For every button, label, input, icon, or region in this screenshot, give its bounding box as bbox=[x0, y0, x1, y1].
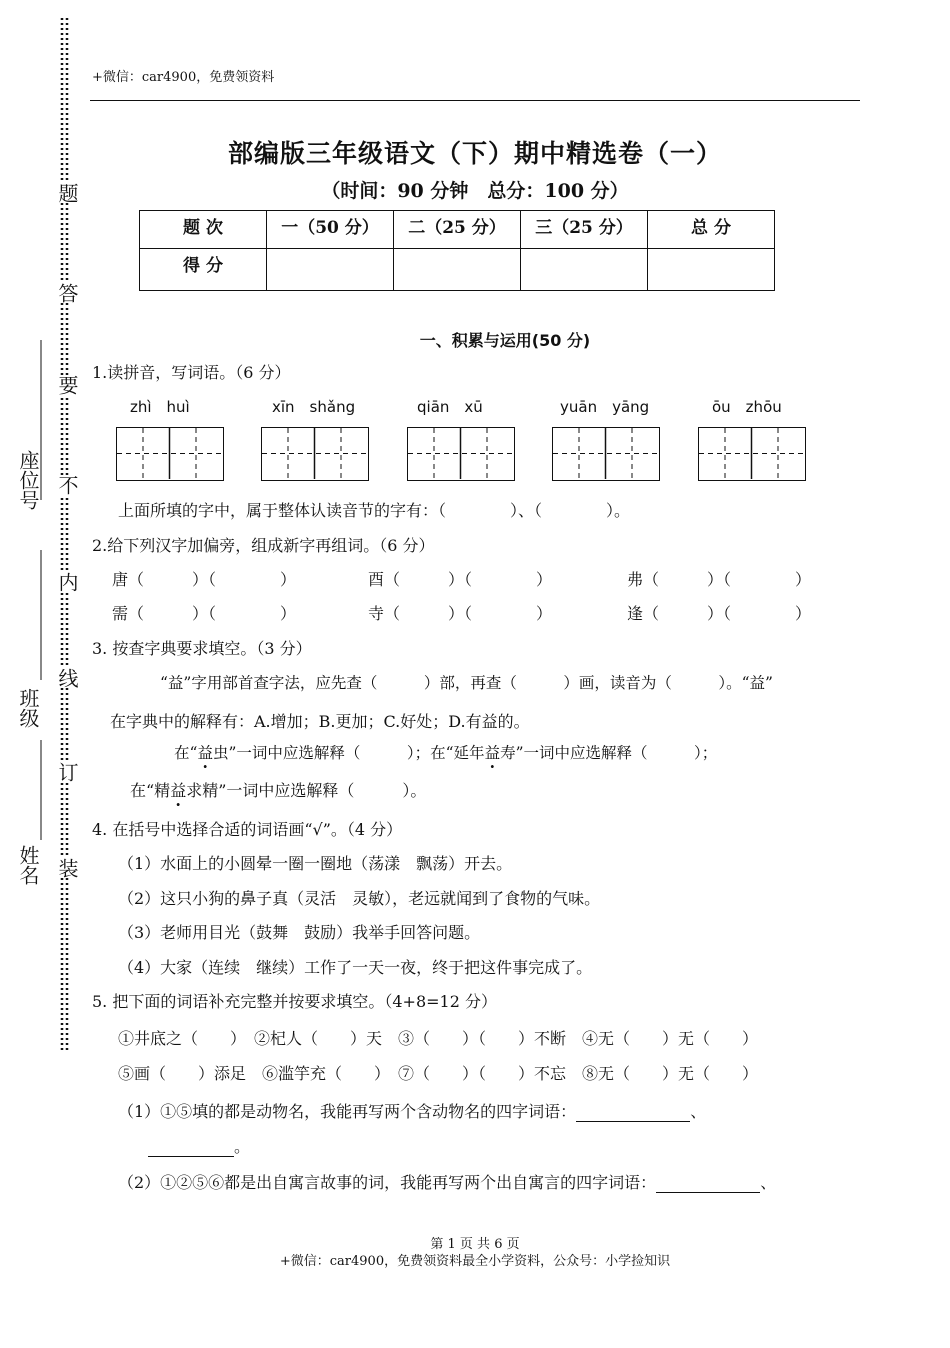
binding-char-da: 答 bbox=[53, 283, 82, 303]
q3-text: 寿”一词中应选解释（ ）； bbox=[500, 744, 718, 762]
q4-item: （2）这只小狗的鼻子真（灵活 灵敏），老远就闻到了食物的气味。 bbox=[118, 889, 601, 908]
binding-char-ti: 题 bbox=[53, 183, 82, 203]
score-input-cell[interactable] bbox=[267, 249, 394, 291]
q3-line1: “益”字用部首查字法，应先查（ ）部，再查（ ）画，读音为（ ）。“益” bbox=[160, 674, 773, 692]
binding-label-name: 姓名 bbox=[16, 845, 40, 885]
pinyin-2: xīn shǎng bbox=[272, 398, 356, 416]
q5-sub2 bbox=[118, 1170, 776, 1193]
q5-sub2-text: （2）①②⑤⑥都是出自寓言故事的词，我能再写两个出自寓言的四字词语： bbox=[118, 1173, 657, 1192]
q3-line3 bbox=[174, 741, 717, 763]
q5-row2: ⑤画（ ）添足 ⑥滥竽充（ ） ⑦（ ）（ ）不忘 ⑧无（ ）无（ ） bbox=[118, 1064, 759, 1083]
q5-punct: 。 bbox=[234, 1137, 251, 1156]
q4-item: （3）老师用目光（鼓舞 鼓励）我举手回答问题。 bbox=[118, 923, 481, 942]
q5-sub1-tail bbox=[148, 1134, 250, 1157]
pinyin-3: qiān xū bbox=[417, 398, 483, 416]
tianzige-box[interactable] bbox=[552, 427, 660, 481]
question-1-follow: 上面所填的字中，属于整体认读音节的字有：（ ）、（ ）。 bbox=[118, 501, 631, 520]
tianzige-box[interactable] bbox=[261, 427, 369, 481]
q3-emphasis-char: 益 bbox=[484, 744, 501, 762]
score-table-cell: 一（50 分） bbox=[267, 211, 394, 249]
exam-subtitle: （时间：90 分钟 总分：100 分） bbox=[321, 180, 629, 202]
pinyin-4: yuān yāng bbox=[560, 398, 650, 416]
question-3-stem: 3. 按查字典要求填空。（3 分） bbox=[92, 639, 312, 658]
score-input-cell[interactable] bbox=[394, 249, 521, 291]
q3-text: 虫”一词中应选解释（ ）；在“延年 bbox=[212, 744, 485, 762]
answer-blank[interactable] bbox=[656, 1176, 760, 1193]
q3-emphasis-char: 益 bbox=[197, 744, 213, 762]
q3-emphasis-char: 益 bbox=[170, 781, 187, 800]
q4-item: （4）大家（连续 继续）工作了一天一夜，终于把这件事完成了。 bbox=[118, 958, 593, 977]
score-input-cell[interactable] bbox=[521, 249, 648, 291]
q2-item: 唐（ ）（ ） bbox=[112, 570, 297, 589]
q2-item: 酉（ ）（ ） bbox=[368, 570, 553, 589]
binding-char-nei: 内 bbox=[53, 572, 82, 592]
answer-blank[interactable] bbox=[148, 1140, 234, 1157]
binding-char-bu: 不 bbox=[53, 475, 82, 495]
score-table-cell: 总 分 bbox=[648, 211, 775, 249]
exam-title: 部编版三年级语文（下）期中精选卷（一） bbox=[227, 139, 722, 168]
tianzige-box[interactable] bbox=[116, 427, 224, 481]
q2-item: 需（ ）（ ） bbox=[112, 604, 297, 623]
q5-sub1-text: （1）①⑤填的都是动物名，我能再写两个含动物名的四字词语： bbox=[118, 1102, 577, 1121]
question-5-stem: 5. 把下面的词语补充完整并按要求填空。（4+8=12 分） bbox=[92, 992, 497, 1011]
question-4-stem: 4. 在括号中选择合适的词语画“√”。（4 分） bbox=[92, 820, 403, 839]
pinyin-5: ōu zhōu bbox=[712, 398, 782, 416]
q3-line2: 在字典中的解释有：A.增加；B.更加；C.好处；D.有益的。 bbox=[110, 712, 530, 731]
question-1-stem: 1.读拼音，写词语。（6 分） bbox=[92, 363, 291, 382]
binding-label-seat: 座位号 bbox=[16, 450, 40, 510]
score-table-cell: 题 次 bbox=[140, 211, 267, 249]
score-table bbox=[139, 210, 775, 291]
binding-label-class: 班级 bbox=[16, 688, 40, 728]
q2-item: 逢（ ）（ ） bbox=[627, 604, 812, 623]
q3-text: 在“ bbox=[174, 744, 198, 762]
tianzige-box[interactable] bbox=[698, 427, 806, 481]
pinyin-1: zhì huì bbox=[130, 398, 190, 416]
footer-note: +微信：car4900，免费领资料最全小学资料，公众号：小学捡知识 bbox=[279, 1254, 671, 1269]
score-table-header-row bbox=[140, 211, 775, 249]
q5-row1: ①井底之（ ） ②杞人（ ）天 ③（ ）（ ）不断 ④无（ ）无（ ） bbox=[118, 1029, 759, 1048]
q3-text: 在“精 bbox=[130, 781, 171, 800]
score-table-score-row bbox=[140, 249, 775, 291]
q2-item: 弗（ ）（ ） bbox=[627, 570, 812, 589]
q5-sub1 bbox=[118, 1099, 706, 1122]
binding-char-xian: 线 bbox=[53, 668, 82, 688]
binding-char-ding: 订 bbox=[53, 762, 82, 782]
question-2-stem: 2.给下列汉字加偏旁，组成新字再组词。（6 分） bbox=[92, 536, 435, 555]
answer-blank[interactable] bbox=[576, 1105, 690, 1122]
q5-punct: 、 bbox=[690, 1102, 707, 1121]
binding-char-yao: 要 bbox=[53, 375, 82, 395]
score-table-cell: 三（25 分） bbox=[521, 211, 648, 249]
q3-line4 bbox=[130, 778, 426, 801]
q4-item: （1）水面上的小圆晕一圈一圈地（荡漾 飘荡）开去。 bbox=[118, 854, 513, 873]
score-input-cell[interactable] bbox=[648, 249, 775, 291]
score-table-cell: 得 分 bbox=[140, 249, 267, 291]
binding-char-zhuang: 装 bbox=[53, 858, 82, 878]
header-rule bbox=[90, 100, 860, 101]
q5-punct: 、 bbox=[760, 1173, 777, 1192]
page-number: 第 1 页 共 6 页 bbox=[430, 1237, 520, 1252]
section-title: 一、积累与运用(50 分) bbox=[419, 331, 591, 350]
tianzige-box[interactable] bbox=[407, 427, 515, 481]
header-note: +微信：car4900，免费领资料 bbox=[92, 70, 275, 85]
score-table-cell: 二（25 分） bbox=[394, 211, 521, 249]
q3-text: 求精”一词中应选解释（ ）。 bbox=[186, 781, 427, 800]
q2-item: 寺（ ）（ ） bbox=[368, 604, 553, 623]
